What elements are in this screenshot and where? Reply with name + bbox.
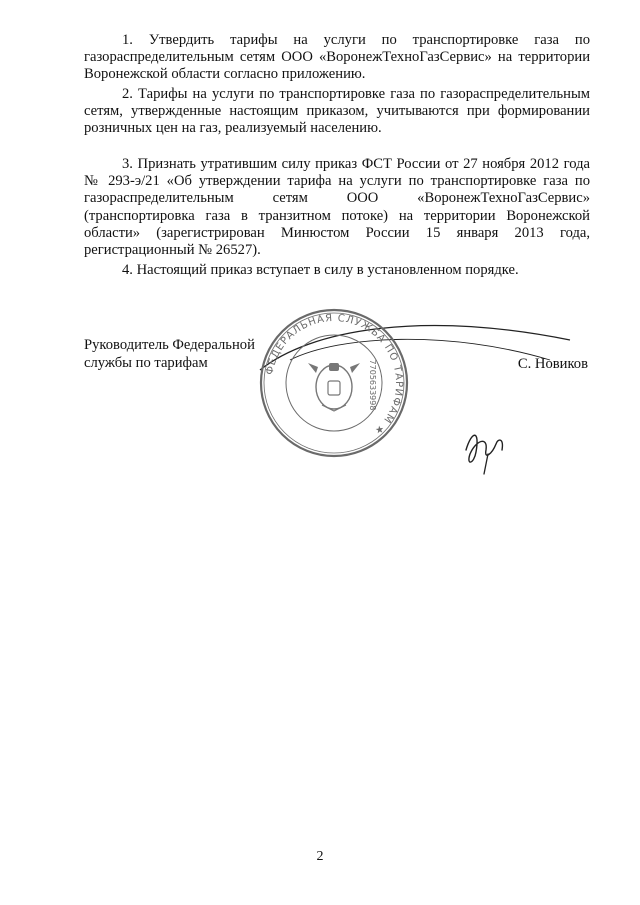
official-seal-stamp <box>258 307 410 459</box>
svg-text:ФЕДЕРАЛЬНАЯ СЛУЖБА ПО ТАРИФАМ: ФЕДЕРАЛЬНАЯ СЛУЖБА ПО ТАРИФАМ ★ <box>264 312 405 437</box>
paragraph-3: 3. Признать утратившим силу приказ ФСТ России от 27 ноября 2012 года № 293-э/21 «Об утверждении тарифа на услуги по транспортировке газа по газораспределительным сетям ООО «ВоронежТехноГазСервис» (транспортировка газа в транзитном потоке) на территории Воронежской области» (зарегистрирован Минюстом России 15 января 2013 года, регистрационный № 26527). <box>84 156 590 259</box>
signatory-title <box>84 336 255 372</box>
signatory-name: С. Новиков <box>517 356 588 372</box>
handwritten-signature <box>458 420 512 476</box>
paragraph-1: 1. Утвердить тарифы на услуги по транспортировке газа по газораспределительным сетям ООО «ВоронежТехноГазСервис» на территории Воронежской области согласно приложению. <box>84 32 590 83</box>
svg-text:7705633998: 7705633998 <box>368 359 377 411</box>
signatory-title-line-2: службы по тарифам <box>84 355 208 371</box>
coat-of-arms-emblem <box>308 363 360 411</box>
paragraph-4: 4. Настоящий приказ вступает в силу в установленном порядке. <box>122 262 519 278</box>
page-number: 2 <box>316 849 324 864</box>
paragraph-2: 2. Тарифы на услуги по транспортировке газа по газораспределительным сетям, утвержденные настоящим приказом, учитываются при формировании розничных цен на газ, реализуемый населению. <box>84 86 590 137</box>
signatory-title-line-1: Руководитель Федеральной <box>84 337 255 353</box>
